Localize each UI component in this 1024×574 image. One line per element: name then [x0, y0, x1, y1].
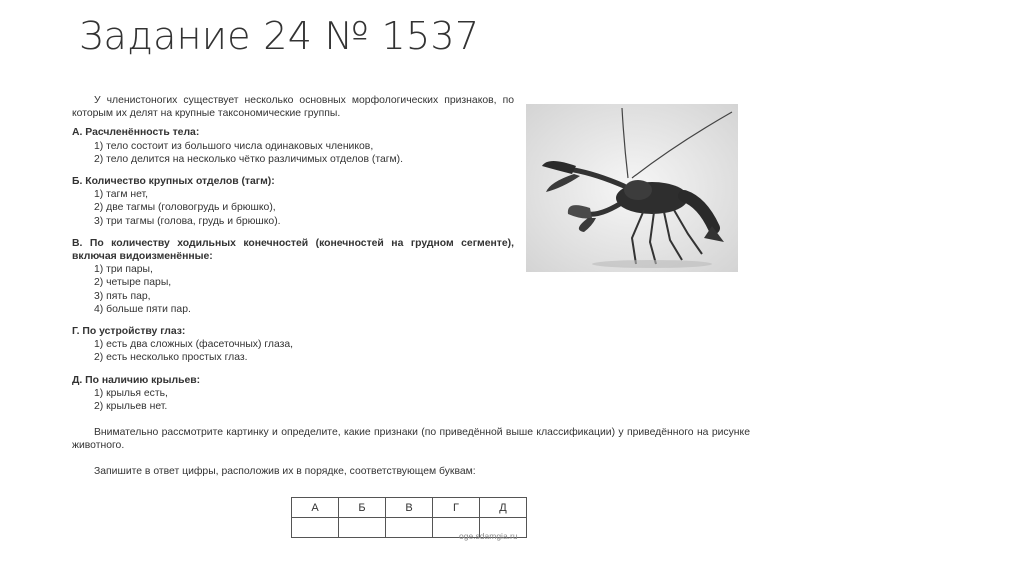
answer-input-cell[interactable] [386, 518, 433, 538]
criterion-option: 1) три пары, [94, 264, 153, 276]
criterion-d [72, 374, 752, 414]
answer-header-cell: Д [480, 498, 527, 518]
answer-header-cell: Г [433, 498, 480, 518]
criterion-option: 2) две тагмы (головогрудь и брюшко), [94, 202, 276, 214]
source-watermark: oge.sdamgia.ru [459, 531, 518, 541]
criterion-option: 1) крылья есть, [94, 387, 168, 399]
task-instruction: Внимательно рассмотрите картинку и определите, какие признаки (по приведённой выше классификации) у приведённого на рисунке животного. [72, 427, 750, 452]
answer-instruction: Запишите в ответ цифры, расположив их в порядке, соответствующем буквам: [94, 465, 476, 477]
criterion-option: 2) есть несколько простых глаз. [94, 352, 248, 364]
answer-input-cell[interactable] [339, 518, 386, 538]
criterion-option: 2) четыре пары, [94, 277, 172, 289]
intro-paragraph: У членистоногих существует несколько основных морфологических признаков, по которым их делят на крупные таксономические группы. [72, 95, 514, 120]
criterion-option: 1) тело состоит из большого числа одинаковых члеников, [94, 140, 374, 152]
criterion-heading: Д. По наличию крыльев: [72, 374, 201, 386]
criterion-heading: В. По количеству ходильных конечностей (конечностей на грудном сегменте), включая видоизменённые: [72, 237, 514, 263]
criterion-option: 2) крыльев нет. [94, 401, 168, 413]
criterion-heading: Г. По устройству глаз: [72, 326, 186, 338]
answer-header-cell: А [292, 498, 339, 518]
criterion-option: 1) есть два сложных (фасеточных) глаза, [94, 339, 294, 351]
criterion-option: 2) тело делится на несколько чётко различимых отделов (тагм). [94, 153, 404, 165]
crayfish-photo [526, 104, 738, 272]
criterion-heading: А. Расчленённость тела: [72, 127, 200, 139]
crayfish-illustration [526, 104, 738, 272]
answer-table-header-row [292, 498, 527, 518]
answer-header-cell: В [386, 498, 433, 518]
criterion-heading: Б. Количество крупных отделов (тагм): [72, 176, 275, 188]
criterion-option: 3) пять пар, [94, 290, 151, 302]
criterion-option: 1) тагм нет, [94, 189, 149, 201]
answer-input-cell[interactable] [292, 518, 339, 538]
criterion-g [72, 325, 752, 365]
criterion-option: 3) три тагмы (голова, грудь и брюшко). [94, 215, 281, 227]
slide-title: Задание 24 № 1537 [79, 14, 480, 58]
criterion-option: 4) больше пяти пар. [94, 303, 191, 315]
answer-header-cell: Б [339, 498, 386, 518]
